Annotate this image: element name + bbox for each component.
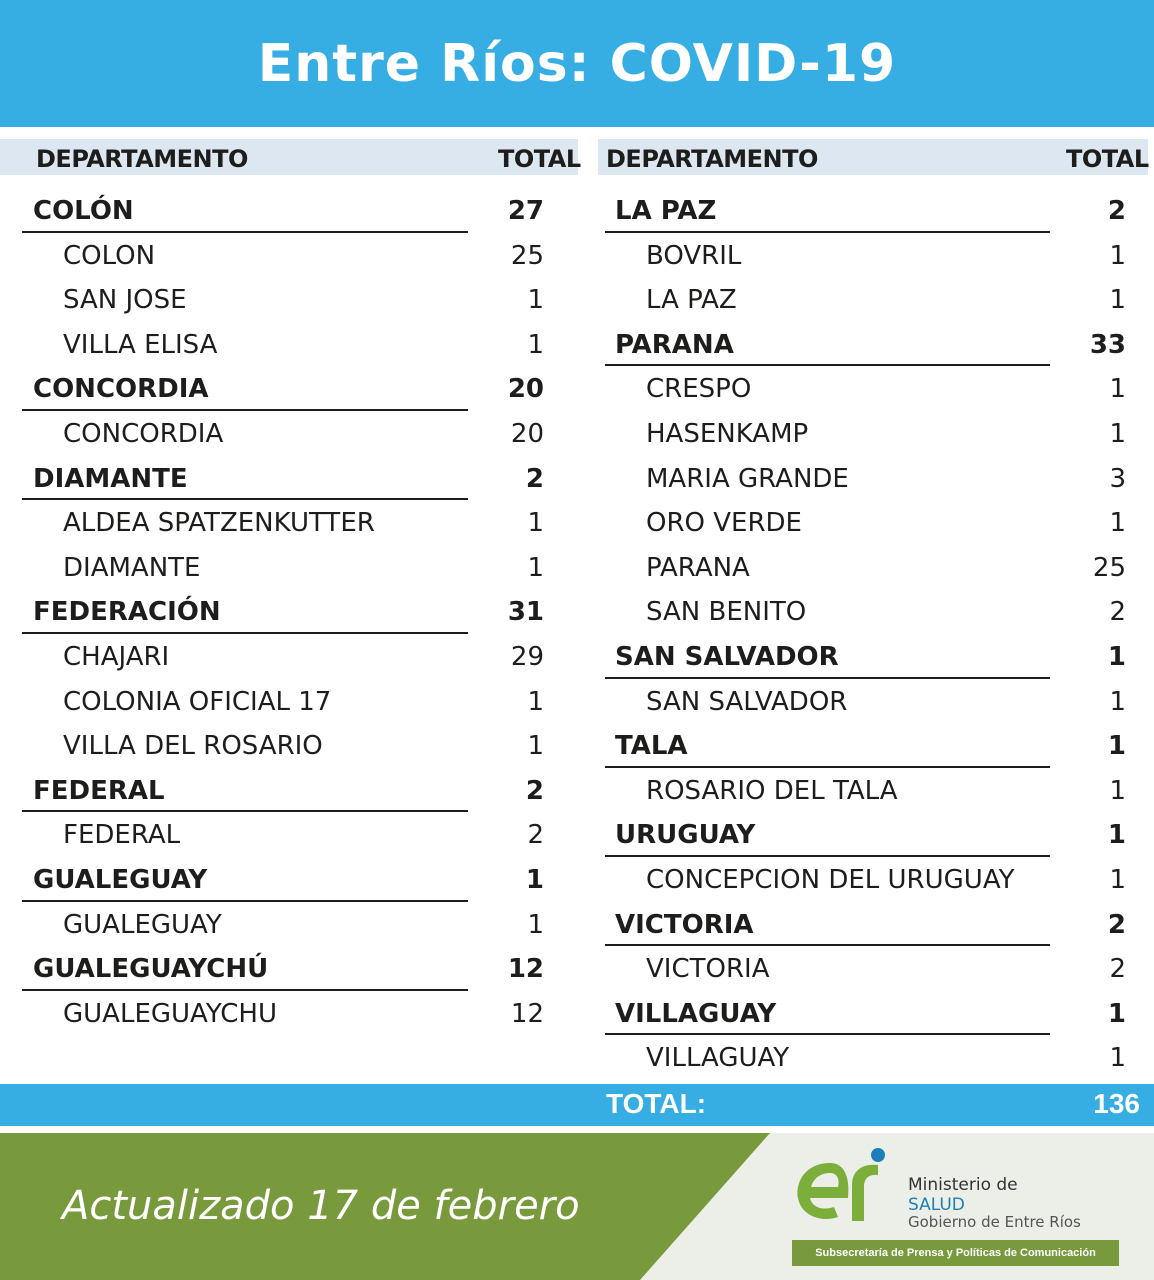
locality-row — [598, 679, 1148, 724]
department-total: 20 — [507, 374, 544, 405]
locality-total: 2 — [1109, 597, 1126, 628]
locality-total: 1 — [527, 285, 544, 316]
ministry-line1: Ministerio de — [908, 1175, 1018, 1195]
department-name: SAN SALVADOR — [615, 641, 839, 672]
ministry-line2: SALUD — [908, 1195, 965, 1215]
locality-row — [0, 723, 560, 768]
locality-row — [598, 456, 1148, 501]
department-total: 2 — [525, 775, 544, 806]
locality-row — [598, 946, 1148, 991]
locality-total: 25 — [510, 240, 544, 271]
locality-total: 12 — [510, 998, 544, 1029]
locality-total: 1 — [1109, 240, 1126, 271]
column-header-right — [598, 139, 1148, 175]
column-header-total: TOTAL — [498, 145, 581, 173]
locality-total: 1 — [1109, 864, 1126, 895]
locality-name: ALDEA SPATZENKUTTER — [63, 508, 375, 539]
locality-name: CRESPO — [646, 374, 752, 405]
department-name: LA PAZ — [615, 196, 717, 226]
department-total: 1 — [1107, 641, 1126, 672]
locality-total: 29 — [510, 641, 544, 672]
department-row — [0, 768, 560, 813]
locality-name: COLONIA OFICIAL 17 — [63, 686, 332, 717]
ministry-logo — [790, 1143, 1081, 1237]
department-total: 31 — [507, 597, 544, 628]
locality-total: 1 — [1109, 686, 1126, 717]
department-row — [0, 589, 560, 634]
department-name: URUGUAY — [615, 820, 756, 851]
department-total: 1 — [1107, 731, 1126, 762]
locality-row — [598, 589, 1148, 634]
locality-name: GUALEGUAYCHU — [63, 998, 278, 1029]
locality-total: 20 — [510, 418, 544, 449]
locality-row — [598, 233, 1148, 278]
locality-row — [0, 991, 560, 1036]
locality-row — [598, 857, 1148, 902]
department-name: FEDERACIÓN — [33, 597, 221, 628]
locality-name: CHAJARI — [63, 641, 170, 672]
department-row — [598, 991, 1148, 1036]
locality-name: VICTORIA — [646, 954, 770, 985]
department-name: FEDERAL — [33, 775, 165, 806]
department-row — [0, 857, 560, 902]
locality-total: 1 — [527, 909, 544, 940]
locality-row — [598, 366, 1148, 411]
locality-total: 1 — [527, 329, 544, 360]
department-row — [598, 188, 1148, 233]
department-total: 33 — [1089, 329, 1126, 360]
locality-row — [0, 545, 560, 590]
locality-row — [598, 500, 1148, 545]
locality-row — [598, 277, 1148, 322]
locality-total: 1 — [1109, 285, 1126, 316]
department-name: CONCORDIA — [33, 374, 209, 405]
department-total: 2 — [1107, 196, 1126, 226]
department-name: COLÓN — [33, 196, 134, 226]
locality-name: ROSARIO DEL TALA — [646, 775, 898, 806]
locality-row — [0, 812, 560, 857]
locality-row — [0, 634, 560, 679]
column-header-departamento: DEPARTAMENTO — [606, 145, 818, 173]
locality-name: GUALEGUAY — [63, 909, 222, 940]
department-name: GUALEGUAY — [33, 864, 208, 895]
locality-name: PARANA — [646, 552, 750, 583]
total-bar — [0, 1084, 1154, 1126]
er-logo-icon — [790, 1143, 902, 1233]
locality-total: 1 — [1109, 374, 1126, 405]
locality-row — [0, 679, 560, 724]
locality-name: CONCORDIA — [63, 418, 224, 449]
locality-name: MARIA GRANDE — [646, 463, 849, 494]
department-name: GUALEGUAYCHÚ — [33, 954, 269, 985]
department-row — [0, 188, 560, 233]
locality-total: 1 — [1109, 418, 1126, 449]
locality-total: 1 — [527, 686, 544, 717]
locality-name: COLON — [63, 240, 156, 271]
locality-name: SAN JOSE — [63, 285, 187, 316]
right-column-list — [598, 188, 1148, 1080]
total-label: TOTAL: — [606, 1088, 707, 1119]
page-title: Entre Ríos: COVID-19 — [257, 34, 897, 94]
locality-row — [0, 500, 560, 545]
department-total: 1 — [1107, 998, 1126, 1029]
department-name: VICTORIA — [615, 909, 754, 940]
department-row — [598, 322, 1148, 367]
total-value: 136 — [1093, 1088, 1140, 1119]
locality-total: 1 — [527, 552, 544, 583]
locality-name: VILLA ELISA — [63, 329, 218, 360]
locality-row — [598, 411, 1148, 456]
department-row — [598, 902, 1148, 947]
locality-row — [0, 902, 560, 947]
locality-total: 1 — [527, 508, 544, 539]
locality-row — [598, 545, 1148, 590]
department-total: 1 — [525, 864, 544, 895]
subsecretaria-label: Subsecretaría de Prensa y Políticas de Comunicación — [792, 1240, 1119, 1266]
locality-row — [598, 1035, 1148, 1080]
locality-row — [0, 277, 560, 322]
locality-name: VILLAGUAY — [646, 1043, 790, 1074]
locality-total: 1 — [527, 731, 544, 762]
column-header-departamento: DEPARTAMENTO — [36, 145, 248, 173]
department-total: 2 — [525, 463, 544, 494]
department-name: TALA — [615, 731, 688, 762]
department-row — [598, 723, 1148, 768]
locality-total: 2 — [1109, 954, 1126, 985]
locality-row — [0, 233, 560, 278]
department-total: 2 — [1107, 909, 1126, 940]
locality-name: HASENKAMP — [646, 418, 809, 449]
department-row — [0, 456, 560, 501]
column-header-total: TOTAL — [1066, 145, 1149, 173]
locality-total: 25 — [1092, 552, 1126, 583]
department-name: DIAMANTE — [33, 463, 188, 494]
department-total: 12 — [507, 954, 544, 985]
update-date-text: Actualizado 17 de febrero — [62, 1183, 580, 1229]
department-total: 27 — [507, 196, 544, 226]
department-name: VILLAGUAY — [615, 998, 777, 1029]
locality-name: CONCEPCION DEL URUGUAY — [646, 864, 1015, 895]
locality-name: FEDERAL — [63, 820, 181, 851]
department-row — [598, 812, 1148, 857]
locality-name: VILLA DEL ROSARIO — [63, 731, 323, 762]
locality-name: LA PAZ — [646, 285, 737, 316]
header-banner — [0, 0, 1154, 127]
locality-total: 2 — [527, 820, 544, 851]
locality-name: ORO VERDE — [646, 508, 802, 539]
locality-total: 1 — [1109, 508, 1126, 539]
locality-total: 3 — [1109, 463, 1126, 494]
left-column-list — [0, 188, 560, 1035]
department-name: PARANA — [615, 329, 734, 360]
locality-total: 1 — [1109, 775, 1126, 806]
locality-total: 1 — [1109, 1043, 1126, 1074]
department-total: 1 — [1107, 820, 1126, 851]
locality-row — [0, 411, 560, 456]
locality-row — [0, 322, 560, 367]
department-row — [0, 946, 560, 991]
department-row — [0, 366, 560, 411]
department-row — [598, 634, 1148, 679]
ministry-line3: Gobierno de Entre Ríos — [908, 1213, 1081, 1231]
locality-row — [598, 768, 1148, 813]
locality-name: SAN BENITO — [646, 597, 807, 628]
locality-name: BOVRIL — [646, 240, 742, 271]
column-header-left — [0, 139, 581, 175]
locality-name: SAN SALVADOR — [646, 686, 848, 717]
locality-name: DIAMANTE — [63, 552, 201, 583]
